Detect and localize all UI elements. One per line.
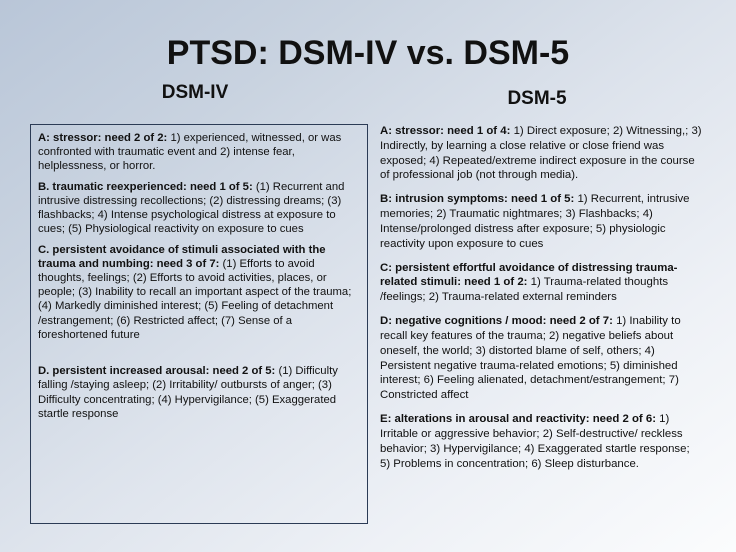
criterion-a-dsm-iv xyxy=(38,131,360,174)
dsm-5-criteria-panel xyxy=(376,118,706,528)
criterion-c-dsm-iv-text: (1) Efforts to avoid thoughts, feelings; (2) Efforts to avoid activities, places, or people; (3) Inability to recall an important aspect of the trauma; (4) Markedly diminished interest; (5) Feeling of detachment /estrangement; (6) Restricted affect; (7) Sense of a foreshortened future xyxy=(38,257,352,341)
criterion-a-dsm-5-text: 1) Direct exposure; 2) Witnessing,; 3) Indirectly, by learning a close relative or close friend was exposed; 4) Repeated/extreme indirect exposure in the course of professional job (not through media). xyxy=(380,125,702,182)
criterion-c-dsm-5-label: C: persistent effortful avoidance of distressing trauma-related stimuli: need 1 of 2: xyxy=(380,261,678,289)
dsm-iv-criteria-panel xyxy=(30,124,368,524)
criterion-a-dsm-5 xyxy=(380,124,702,183)
criterion-b-dsm-iv-text: (1) Recurrent and intrusive distressing recollections; (2) distressing dreams; (3) flashbacks; 4) Intense psychological distress at exposure to cues; (5) Physiological reactivity on exposure to cues xyxy=(38,180,345,236)
criterion-e-dsm-5-text: 1) Irritable or aggressive behavior; 2) Self-destructive/ reckless behavior; 3) Hypervigilance; 4) Exaggerated startle response; 5) Problems in concentration; 6) Sleep disturbance. xyxy=(380,413,690,470)
criterion-d-dsm-5 xyxy=(380,314,702,403)
criterion-c-dsm-5-text: 1) Trauma-related thoughts /feelings; 2) Trauma-related external reminders xyxy=(380,276,669,304)
criterion-d-dsm-iv xyxy=(38,364,360,421)
column-heading-dsm-iv: DSM-IV xyxy=(161,82,229,103)
criterion-d-dsm-5-text: 1) Inability to recall key features of the trauma; 2) negative beliefs about oneself, the world; 3) distorted blame of self, others; 4) Persistent negative trauma-related emotions; 5) diminished interest; 6) Feeling alienated, detachment/estrangement; 7) Constricted affect xyxy=(380,315,681,402)
criterion-c-dsm-5 xyxy=(380,261,702,305)
criterion-d-dsm-5-label: D: negative cognitions / mood: need 2 of 7: xyxy=(380,315,613,328)
criterion-a-dsm-5-label: A: stressor: need 1 of 4: xyxy=(380,125,511,137)
column-heading-dsm-5: DSM-5 xyxy=(507,88,567,109)
criterion-e-dsm-5-label: E: alterations in arousal and reactivity: need 2 of 6: xyxy=(380,413,656,426)
criterion-e-dsm-5 xyxy=(380,412,702,471)
criterion-b-dsm-iv-label: B. traumatic reexperienced: need 1 of 5: xyxy=(38,180,253,193)
criterion-c-dsm-iv xyxy=(38,243,360,343)
criterion-b-dsm-5-label: B: intrusion symptoms: need 1 of 5: xyxy=(380,193,575,206)
criterion-b-dsm-5 xyxy=(380,192,702,251)
criterion-b-dsm-iv xyxy=(38,180,360,237)
criterion-d-dsm-iv-label: D. persistent increased arousal: need 2 of 5: xyxy=(38,365,276,378)
criterion-a-dsm-iv-label: A: stressor: need 2 of 2: xyxy=(38,132,168,144)
page-title: PTSD: DSM-IV vs. DSM-5 xyxy=(166,34,570,72)
criterion-a-dsm-iv-text: 1) experienced, witnessed, or was confronted with traumatic event and 2) intense fear, helplessness, or horror. xyxy=(38,132,342,173)
criterion-d-dsm-iv-text: (1) Difficulty falling /staying asleep; (2) Irritability/ outbursts of anger; (3) Difficulty concentrating; (4) Hypervigilance; (5) Exaggerated startle response xyxy=(38,365,338,420)
criterion-c-dsm-iv-label: C. persistent avoidance of stimuli associated with the trauma and numbing: need 3 of 7: xyxy=(38,243,326,270)
criterion-b-dsm-5-text: 1) Recurrent, intrusive memories; 2) Traumatic nightmares; 3) Flashbacks; 4) Intense/prolonged distress after exposure; 5) physiologic reactivity upon exposure to cues xyxy=(380,193,690,250)
